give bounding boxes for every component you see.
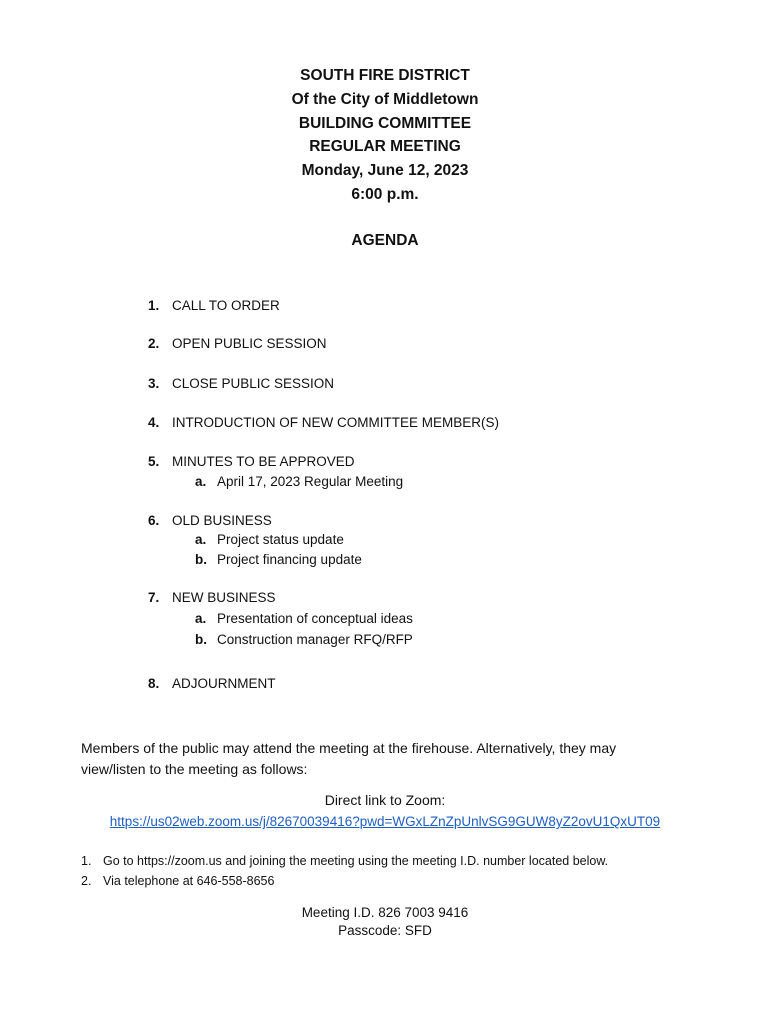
agenda-item [148,298,280,313]
item-number: 8. [148,676,160,691]
item-number: 1. [148,298,160,313]
subitem-text: Project status update [217,532,344,547]
item-number: 2. [148,336,160,351]
public-attendance-note: Members of the public may attend the meeting at the firehouse. Alternatively, they may view/listen to the meeting as follows: [81,740,617,777]
item-text: CLOSE PUBLIC SESSION [172,376,335,391]
agenda-subitem [195,474,403,489]
city-name: Of the City of Middletown [291,90,479,108]
item-text: MINUTES TO BE APPROVED [172,454,355,469]
meeting-time: 6:00 p.m. [351,185,419,203]
item-text: NEW BUSINESS [172,590,276,605]
agenda-item [148,336,327,351]
agenda-subitem [195,552,362,567]
subitem-letter: a. [195,611,207,626]
passcode: Passcode: SFD [338,923,432,938]
agenda-item [148,676,276,691]
item-number: 7. [148,590,160,605]
step-text: Go to https://zoom.us and joining the meeting using the meeting I.D. number located below. [103,854,609,868]
item-number: 4. [148,415,160,430]
subitem-letter: a. [195,474,207,489]
document-header [0,64,770,207]
zoom-label: Direct link to Zoom: [324,792,446,808]
meeting-type: REGULAR MEETING [309,138,461,156]
subitem-letter: b. [195,632,207,647]
subitem-text: Construction manager RFQ/RFP [217,632,413,647]
district-name: SOUTH FIRE DISTRICT [300,67,470,84]
meeting-id: Meeting I.D. 826 7003 9416 [301,905,469,920]
agenda-item [148,376,334,391]
agenda-item [148,590,276,605]
agenda-title: AGENDA [351,232,419,249]
subitem-text: Presentation of conceptual ideas [217,611,413,626]
agenda-item [148,513,272,528]
subitem-text: April 17, 2023 Regular Meeting [217,474,404,489]
item-text: ADJOURNMENT [172,676,276,691]
item-text: OPEN PUBLIC SESSION [172,336,327,351]
agenda-subitem [195,632,413,647]
item-text: INTRODUCTION OF NEW COMMITTEE MEMBER(S) [172,415,499,430]
meeting-date: Monday, June 12, 2023 [301,162,469,180]
join-step [81,854,608,868]
agenda-subitem [195,532,344,547]
subitem-letter: b. [195,552,207,567]
join-step [81,874,274,888]
item-number: 3. [148,376,160,391]
agenda-item [148,415,499,430]
agenda-subitem [195,611,413,626]
item-number: 5. [148,454,160,469]
step-number: 2. [81,874,92,888]
step-text: Via telephone at 646-558-8656 [103,874,275,888]
item-number: 6. [148,513,160,528]
step-number: 1. [81,854,92,868]
agenda-item [148,454,355,469]
subitem-letter: a. [195,532,207,547]
item-text: OLD BUSINESS [172,513,272,528]
item-text: CALL TO ORDER [172,298,280,313]
zoom-link[interactable]: https://us02web.zoom.us/j/82670039416?pwd=WGxLZnZpUnlvSG9GUW8yZ2ovU1QxUT09 [109,814,661,829]
subitem-text: Project financing update [217,552,362,567]
committee-name: BUILDING COMMITTEE [298,114,472,132]
